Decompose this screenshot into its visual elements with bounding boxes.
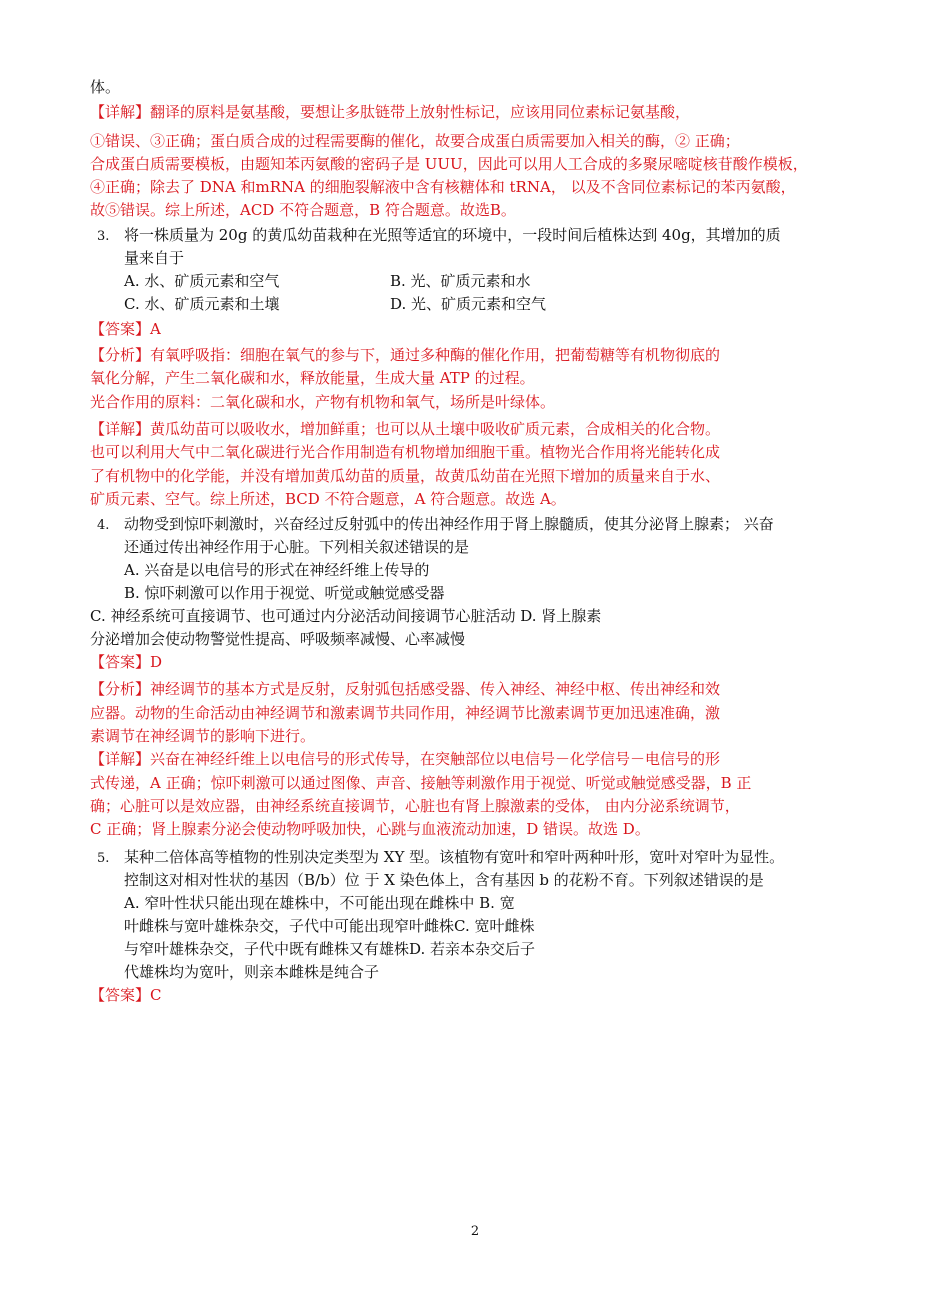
detail-tag: 【详解】 <box>90 420 151 438</box>
detail-tag: 【详解】 <box>90 750 151 768</box>
option-a: A. 水、矿质元素和空气 <box>124 272 280 290</box>
option-line: 代雄株均为宽叶，则亲本雌株是纯合子 <box>124 963 380 981</box>
detail-line: 确；心脏可以是效应器，由神经系统直接调节，心脏也有肾上腺激素的受体， 由内分泌系统调节， <box>90 797 740 815</box>
analysis-line: 光合作用的原料：二氧化碳和水，产物有机物和氧气，场所是叶绿体。 <box>90 393 556 411</box>
question-stem: 控制这对相对性状的基因（B/b）位 于 X 染色体上，含有基因 b 的花粉不育。下列叙述错误的是 <box>124 871 764 889</box>
question-stem: 还通过传出神经作用于心脏。下列相关叙述错误的是 <box>124 538 470 556</box>
analysis-line: 应器。动物的生命活动由神经调节和激素调节共同作用，神经调节比激素调节更加迅速准确，激 <box>90 704 721 722</box>
analysis-tag: 【分析】 <box>90 346 151 364</box>
option-d: D. 光、矿质元素和空气 <box>390 295 547 313</box>
analysis-tag: 【分析】 <box>90 680 151 698</box>
detail-line: 【详解】黄瓜幼苗可以吸收水，增加鲜重；也可以从土壤中吸收矿质元素，合成相关的化合物。 <box>90 420 721 438</box>
option-c: C. 水、矿质元素和土壤 <box>124 295 280 313</box>
q2-detail-line: 【详解】翻译的原料是氨基酸，要想让多肽链带上放射性标记，应该用同位素标记氨基酸， <box>90 103 691 121</box>
answer-tag: 【答案】 <box>90 653 151 671</box>
analysis-line: 氧化分解，产生二氧化碳和水，释放能量，生成大量 ATP 的过程。 <box>90 369 535 387</box>
detail-line: 式传递，A 正确；惊吓刺激可以通过图像、声音、接触等刺激作用于视觉、听觉或触觉感受器，B 正 <box>90 774 752 792</box>
question-stem: 将一株质量为 20g 的黄瓜幼苗栽种在光照等适宜的环境中，一段时间后植株达到 40g，其增加的质 <box>124 226 781 244</box>
question-number: 5. <box>97 851 110 866</box>
q2-detail-line: ④正确；除去了 DNA 和mRNA 的细胞裂解液中含有核糖体和 tRNA， 以及不含同位素标记的苯丙氨酸， <box>90 178 796 196</box>
q2-detail-line: 合成蛋白质需要模板，由题知苯丙氨酸的密码子是 UUU，因此可以用人工合成的多聚尿嘧啶核苷酸作模板， <box>90 155 808 173</box>
answer-value: A <box>150 320 161 338</box>
answer-tag: 【答案】 <box>90 320 151 338</box>
analysis-line: 素调节在神经调节的影响下进行。 <box>90 727 316 745</box>
detail-line: 矿质元素、空气。综上所述，BCD 不符合题意，A 符合题意。故选 A。 <box>90 490 566 508</box>
q2-detail-line: ①错误、③正确；蛋白质合成的过程需要酶的催化，故要合成蛋白质需要加入相关的酶，② 正确； <box>90 132 740 150</box>
option-b: B. 惊吓刺激可以作用于视觉、听觉或触觉感受器 <box>124 584 445 602</box>
option-b: B. 光、矿质元素和水 <box>390 272 531 290</box>
analysis-line: 【分析】神经调节的基本方式是反射，反射弧包括感受器、传入神经、神经中枢、传出神经和效 <box>90 680 721 698</box>
detail-tag: 【详解】 <box>90 103 151 121</box>
page-number: 2 <box>470 1224 480 1239</box>
question-stem: 动物受到惊吓刺激时，兴奋经过反射弧中的传出神经作用于肾上腺髓质，使其分泌肾上腺素； 兴奋 <box>124 515 774 533</box>
detail-line: 也可以利用大气中二氧化碳进行光合作用制造有机物增加细胞干重。植物光合作用将光能转化成 <box>90 443 721 461</box>
question-stem: 某种二倍体高等植物的性别决定类型为 XY 型。该植物有宽叶和窄叶两种叶形，宽叶对窄叶为显性。 <box>124 848 785 866</box>
detail-line: 了有机物中的化学能，并没有增加黄瓜幼苗的质量，故黄瓜幼苗在光照下增加的质量来自于水、 <box>90 467 721 485</box>
answer-line <box>90 651 162 673</box>
question-stem: 量来自于 <box>124 249 185 267</box>
answer-line <box>90 984 162 1006</box>
option-line: 与窄叶雄株杂交，子代中既有雌株又有雄株D. 若亲本杂交后子 <box>124 940 536 958</box>
detail-line: 【详解】兴奋在神经纤维上以电信号的形式传导，在突触部位以电信号－化学信号－电信号的形 <box>90 750 721 768</box>
q2-detail-line: 故⑤错误。综上所述，ACD 不符合题意，B 符合题意。故选B。 <box>90 201 516 219</box>
answer-line <box>90 318 161 340</box>
option-d-continued: 分泌增加会使动物警觉性提高、呼吸频率减慢、心率减慢 <box>90 630 466 648</box>
analysis-line: 【分析】有氧呼吸指：细胞在氧气的参与下，通过多种酶的催化作用，把葡萄糖等有机物彻底的 <box>90 346 721 364</box>
option-line: A. 窄叶性状只能出现在雄株中，不可能出现在雌株中 B. 宽 <box>124 894 515 912</box>
answer-value: C <box>150 986 162 1004</box>
option-line: 叶雌株与宽叶雄株杂交，子代中可能出现窄叶雌株C. 宽叶雌株 <box>124 917 535 935</box>
question-number: 3. <box>97 229 110 244</box>
detail-line: C 正确；肾上腺素分泌会使动物呼吸加快，心跳与血液流动加速，D 错误。故选 D。 <box>90 820 650 838</box>
answer-value: D <box>150 653 163 671</box>
answer-tag: 【答案】 <box>90 986 151 1004</box>
option-c-d: C. 神经系统可直接调节、也可通过内分泌活动间接调节心脏活动 D. 肾上腺素 <box>90 607 602 625</box>
question-number: 4. <box>97 518 110 533</box>
continuation-text: 体。 <box>90 78 121 96</box>
option-a: A. 兴奋是以电信号的形式在神经纤维上传导的 <box>124 561 430 579</box>
